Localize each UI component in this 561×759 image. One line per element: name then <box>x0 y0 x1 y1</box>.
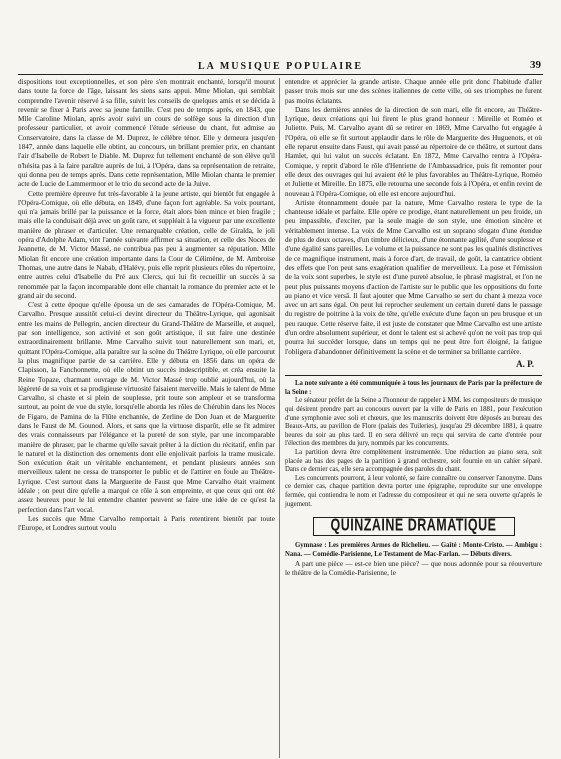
right-paragraph: Artiste étonnamment douée par la nature, Mme Carvalho restera le type de la chanteuse idéale et parfaite. Elle opère ce prodige, étant naturellement un peu froide, un peu impassible, d'exciter, par la seule magie de son style, une émotion sincère et véritablement intense. La voix de Mme Carvalho est un soprano sfogato d'une étendue de plus de deux octaves, d'un timbre délicieux, d'une étonnante agilité, d'une souplesse et d'une égalité sans pareilles. Le volume et la puissance ne sont pas les qualités distinctives de ce magnifique instrument, mais à force d'art, de travail, de goût, la cantatrice obtient des effets que l'on peut sans exagération qualifier de merveilleux. La pose et l'émission de la voix sont superbes, le style est d'une pureté absolue, le phrasé magistral, et l'on ne peut plus puissants moyens d'action de l'artiste sur le public que les oppositions du forte au piano et vice versâ. Il faut ajouter que Mme Carvalho se sert du chant à mezza voce avec un art sans égal. On peut lui reprocher seulement un certain dureté dans le passage du registre de poitrine à la voix de tête, qu'elle exécute d'une façon un peu brusque et un peu rauque. Cette réserve faite, il est juste de constater que Mme Carvalho est une artiste d'un ordre absolument supérieur, et dont le talent est si achevé qu'on ne voit pas trop qui pourra lui succéder lorsque, dans un temps qui ne peut être fort éloigné, la fatigue l'obligera d'abandonner définitivement la scène et de terminer sa brillante carrière. <box>285 198 542 356</box>
note-paragraph: La partition devra être complètement instrumentée. Une réduction au piano sera, soit placée au bas des pages de la partition à grand orchestre, soit fournie en un cahier séparé. Dans ce dernier cas, elle sera accompagnée des paroles du chant. <box>285 448 542 474</box>
note-paragraph: Le sénateur préfet de la Seine a l'honneur de rappeler à MM. les compositeurs de musique qui désirent prendre part au concours ouvert par la ville de Paris en 1881, pour l'exécution d'une symphonie avec soli et chœurs, que les manuscrits doivent être déposés au bureau des Beaux-Arts, au pavillon de Flore (palais des Tuileries), jusqu'au 29 décembre 1881, à quatre heures du soir au plus tard. Il en sera délivré un reçu qui servira de carte d'entrée pour l'élection des membres du jury, nommés par les concurrents. <box>285 397 542 448</box>
page-number: 39 <box>530 59 541 71</box>
section-opening-paragraph: A part une pièce — est-ce bien une pièce? — que nous adonnée pour sa réouverture le théâtre de la Comédie-Parisienne, le <box>285 560 542 578</box>
section-title: QUINZAINE DRAMATIQUE <box>330 515 497 535</box>
journal-title: LA MUSIQUE POPULAIRE <box>197 60 363 72</box>
section-heading-box <box>313 517 515 536</box>
theatre-listing: Gymnase : Les premières Armes de Richelieu. — Gaîté : Monte-Cristo. — Ambigu : Nana. — Comédie-Parisienne, Le Testament de Mac-Farlan. — Débuts divers. <box>285 542 542 559</box>
section-divider <box>285 375 542 376</box>
note-paragraph: Les concurrents pourront, à leur volonté, se faire connaître ou conserver l'anonyme. Dans ce dernier cas, chaque partition devra porter une épigraphe, reproduite sur une enveloppe fermée, qui contiendra le nom et l'adresse du compositeur et qui ne sera ouverte qu'après le jugement. <box>285 474 542 508</box>
page-header <box>18 58 543 75</box>
right-paragraph: Dans les dernières années de la direction de son mari, elle fit encore, au Théâtre-Lyrique, deux créations qui lui firent le plus grand honneur : Mireille et Roméo et Juliette. Puis, M. Carvalho ayant dû se retirer en 1869, Mme Carvalho fut engagée à l'Opéra, où elle se fit surtout applaudir dans le rôle de Marguerite des Huguenots, et où elle reparut ensuite dans Faust, qui avait passé au répertoire de ce théâtre, et surtout dans Hamlet, qui lui valut un succès éclatant. En 1872, Mme Carvalho rentra à l'Opéra-Comique, y reprit d'abord le rôle d'Henriette de l'Ambassadrice, puis fit remonter pour elle deux des ouvrages qui lui avaient été le plus favorables au Théâtre-Lyrique, Roméo et Juliette et Mireille. En 1875, elle retourna une seconde fois à l'Opéra, et enfin revint de nouveau à l'Opéra-Comique, où elle est encore aujourd'hui. <box>285 105 542 198</box>
right-paragraph: entendre et apprécier la grande artiste. Chaque année elle prit donc l'habitude d'aller passer trois mois sur une des scènes italiennes de cette ville, où ses triomphes ne furent pas moins éclatants. <box>285 78 542 105</box>
left-paragraph: Les succès que Mme Carvalho remportait à Paris retentirent bientôt par toute l'Europe, et Londres surtout voulu <box>18 514 275 533</box>
left-paragraph: C'est à cette époque qu'elle épousa un de ses camarades de l'Opéra-Comique, M. Carvalho. Presque aussitôt celui-ci devint directeur du Théâtre-Lyrique, qui agonisait entre les mains de Pellegrin, ancien directeur du Grand-Théâtre de Marseille, et auquel, par son intelligence, son activité et son goût artistique, il sut faire une destinée extraordinairement brillante. Mme Carvalho suivit tout naturellement son mari, et, quittant l'Opéra-Comique, alla paraître sur la scène du Théâtre Lyrique, où elle parcourut la plus magnifique partie de sa carrière. Elle y débuta en 1856 dans un opéra de Clapisson, la Fanchonnette, où elle obtint un succès indescriptible, et créa ensuite la Reine Topaze, charmant ouvrage de M. Victor Massé trop oublié aujourd'hui, où la légèreté de sa voix et sa prodigieuse virtuosité faisaient merveille. Mais le talent de Mme Carvalho, si chaste et si plein de souplesse, prit toute son ampleur et se transforma surtout, au point de vue du style, lorsqu'elle aborda les rôles de Chérubin dans les Noces de Figaro, de Pamina de la Flûte enchantée, de Zerline de Don Juan et de Marguerite dans le Faust de M. Gounod. Alors, et sans que la virtuose disparût, elle se fit admirer des vrais connaisseurs par l'élégance et la pureté de son style, par une incomparable manière de phraser, par le charme qu'elle savait prêter à la diction du récitatif, enfin par le naturel et la distinction des ornements dont elle enjolivait parfois la trame musicale. Son exécution était un véritable enchantement, et pendant plusieurs années son merveilleux talent ne cessa de transporter le public et de l'attirer en foule au Théâtre-Lyrique. C'est surtout dans la Marguerite de Faust que Mme Carvalho était vraiment idéale ; on peut dire qu'elle a marqué ce rôle à son empreinte, et que ceux qui ont été assez heureux pour le lui entendre chanter peuvent se faire une idée de ce qu'est la perfection dans l'art vocal. <box>18 301 275 514</box>
note-lead: La note suivante a été communiquée à tous les journaux de Paris par la préfecture de la Seine : <box>285 380 542 396</box>
column-divider <box>279 78 280 758</box>
left-column <box>18 78 275 534</box>
author-signature: A. P. <box>516 358 534 369</box>
prefecture-note <box>285 380 542 509</box>
left-paragraph: Cette première épreuve fut très-favorable à la jeune artiste, qui bientôt fut engagée à l'Opéra-Comique, où elle débuta, en 1849, d'une façon fort agréable. Sa voix pourtant, qui n'a jamais brillé par la puissance et la force, était alors bien mince et bien fragile ; mais elle la conduisait déjà avec un goût rare, et suppléait à la vigueur par une excellente manière de phraser et d'articuler. Une remarquable création, celle de Giralda, le joli opéra d'Adolphe Adam, vint l'année suivante affirmer sa situation, et celle des Noces de Jeannette, de M. Victor Massé, ne contribua pas peu à augmenter sa réputation. Mlle Miolan fit encore une création importante dans la Cour de Célimène, de M. Ambroise Thomas, une autre dans le Nabab, d'Halévy, puis elle reprit plusieurs rôles du répertoire, entre autres celui d'Isabelle du Pré aux Clercs, qui lui fit recueillir un succès à sa renommée par la façon incomparable dont elle chantait la romance du premier acte et le grand air du second. <box>18 189 275 300</box>
right-column <box>285 78 542 579</box>
left-paragraph: dispositions tout exceptionnelles, et son père s'en montrait enchanté, lorsqu'il mourut dans toute la force de l'âge, laissant les siens sans appui. Mme Miolan, qui semblait comprendre l'avenir réservé à sa fille, suivit les conseils de quelques amis et se décida à revenir se fixer à Paris avec sa jeune famille. C'est peu de temps après, en 1843, que Mlle Caroline Miolan, après avoir suivi un cours de solfège sous la direction d'un professeur particulier, et avoir commencé l'étude sérieuse du chant, fut admise au Conservatoire, dans la classe de M. Duprez, le célèbre ténor. Elle y demeura jusqu'en 1847, année dans laquelle elle obtint, au concours, un brillant premier prix, en chantant l'air d'Isabelle de Robert le Diable. M. Duprez fut tellement enchanté de son élève qu'il n'hésita pas à la faire paraître auprès de lui, à l'Opéra, dans sa représentation de retraite, qui donna peu de temps après. Dans cette représentation, Mlle Miolan chanta le premier acte de Lucie de Lammermoor et le trio du second acte de la Juive. <box>18 78 275 189</box>
